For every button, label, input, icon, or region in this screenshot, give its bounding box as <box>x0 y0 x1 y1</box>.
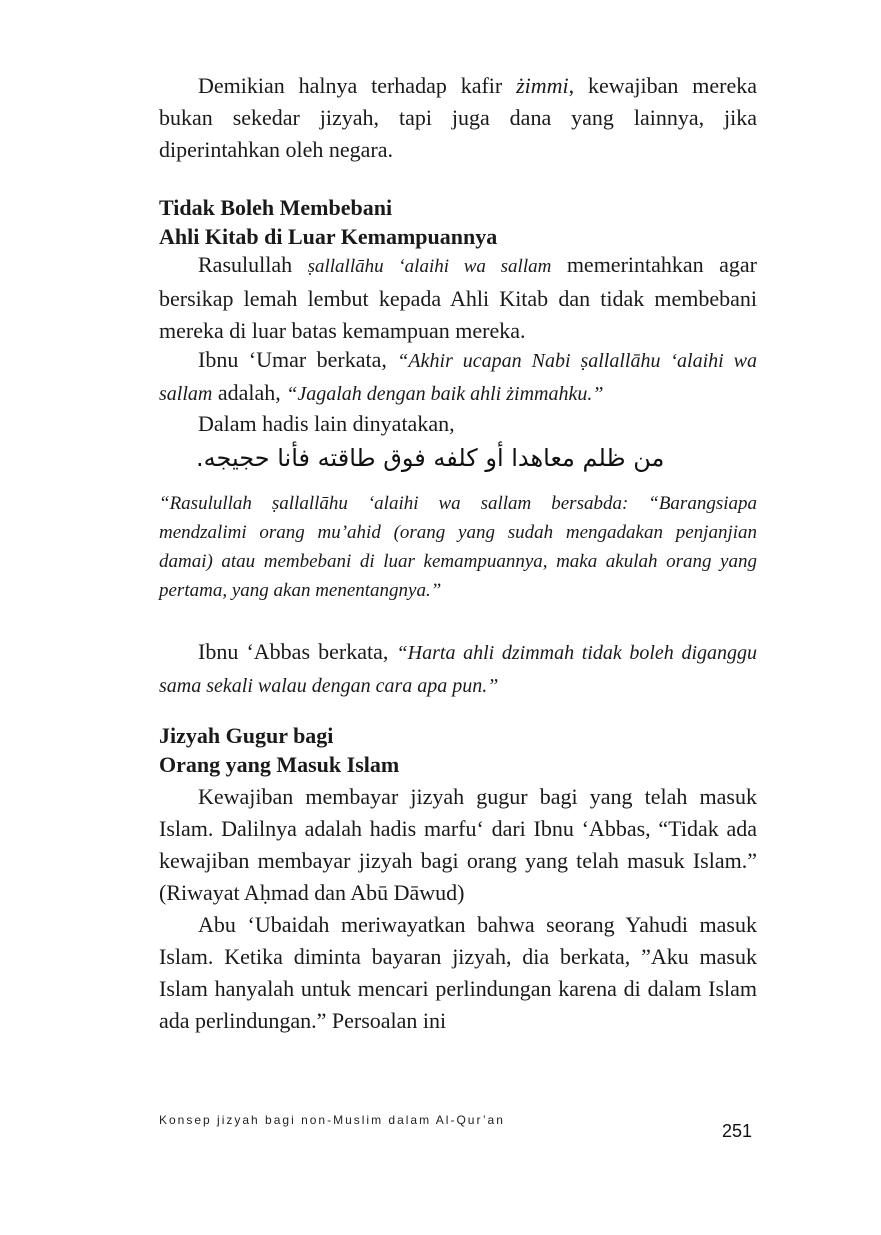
paragraph-hadith-intro: Dalam hadis lain dinyatakan, <box>198 411 455 436</box>
paragraph-zimmi-obligation: Demikian halnya terhadap kafir żimmi, kewajiban mereka bukan sekedar jizyah, tapi juga dana yang lainnya, jika diperintahkan oleh negara. <box>159 73 757 162</box>
paragraph-abu-ubaidah: Abu ‘Ubaidah meriwayatkan bahwa seorang Yahudi masuk Islam. Ketika diminta bayaran jizyah, dia berkata, ”Aku masuk Islam hanyalah untuk mencari perlindungan karena di dalam Islam ada perlindungan.” Persoalan ini <box>159 912 757 1033</box>
section-heading-2-line1: Jizyah Gugur bagi <box>159 723 334 748</box>
section-heading-2-line2: Orang yang Masuk Islam <box>159 752 400 777</box>
paragraph-jizyah-dropped: Kewajiban membayar jizyah gugur bagi yang telah masuk Islam. Dalilnya adalah hadis marfu‘ dari Ibnu ‘Abbas, “Tidak ada kewajiban membayar jizyah bagi orang yang telah masuk Islam.” (Riwayat Aḥmad dan Abū Dāwud) <box>159 784 757 905</box>
paragraph-ibnu-umar: Ibnu ‘Umar berkata, “Akhir ucapan Nabi ṣallallāhu ‘alaihi wa sallam adalah, “Jagalah dengan baik ahli żimmahku.” <box>159 347 757 405</box>
paragraph-rasulullah-command: Rasulullah ṣallallāhu ‘alaihi wa sallam memerintahkan agar bersikap lemah lembut kepada Ahli Kitab dan tidak membebani mereka di luar batas kemampuan mereka. <box>159 252 757 343</box>
section-heading-2 <box>159 721 399 779</box>
arabic-hadith-text: .ﻣﻦ ﻇﻠﻢ ﻣﻌﺎﻫﺪﺍ ﺃﻭ ﻛﻠﻔﻪ ﻓﻮﻕ ﻃﺎﻗﺘﻪ ﻓﺄﻧﺎ ﺣﺠﻴﺠﻪ <box>196 444 665 472</box>
section-heading-1-line1: Tidak Boleh Membebani <box>159 195 393 220</box>
page-number: 251 <box>722 1121 753 1141</box>
term-zimmi: żimmi <box>516 73 569 98</box>
running-footer: Konsep jizyah bagi non-Muslim dalam Al-Qur’an <box>159 1113 505 1127</box>
section-heading-1-line2: Ahli Kitab di Luar Kemampuannya <box>159 224 498 249</box>
section-heading-1 <box>159 193 497 251</box>
hadith-translation-quote: “Rasulullah ṣallallāhu ‘alaihi wa sallam bersabda: “Barangsiapa mendzalimi orang mu’ahid (orang yang sudah mengadakan penjanjian damai) atau membebani di luar kemampuannya, maka akulah orang yang pertama, yang akan menentangnya.” <box>159 493 757 601</box>
paragraph-ibnu-abbas: Ibnu ‘Abbas berkata, “Harta ahli dzimmah tidak boleh diganggu sama sekali walau dengan cara apa pun.” <box>159 639 757 697</box>
